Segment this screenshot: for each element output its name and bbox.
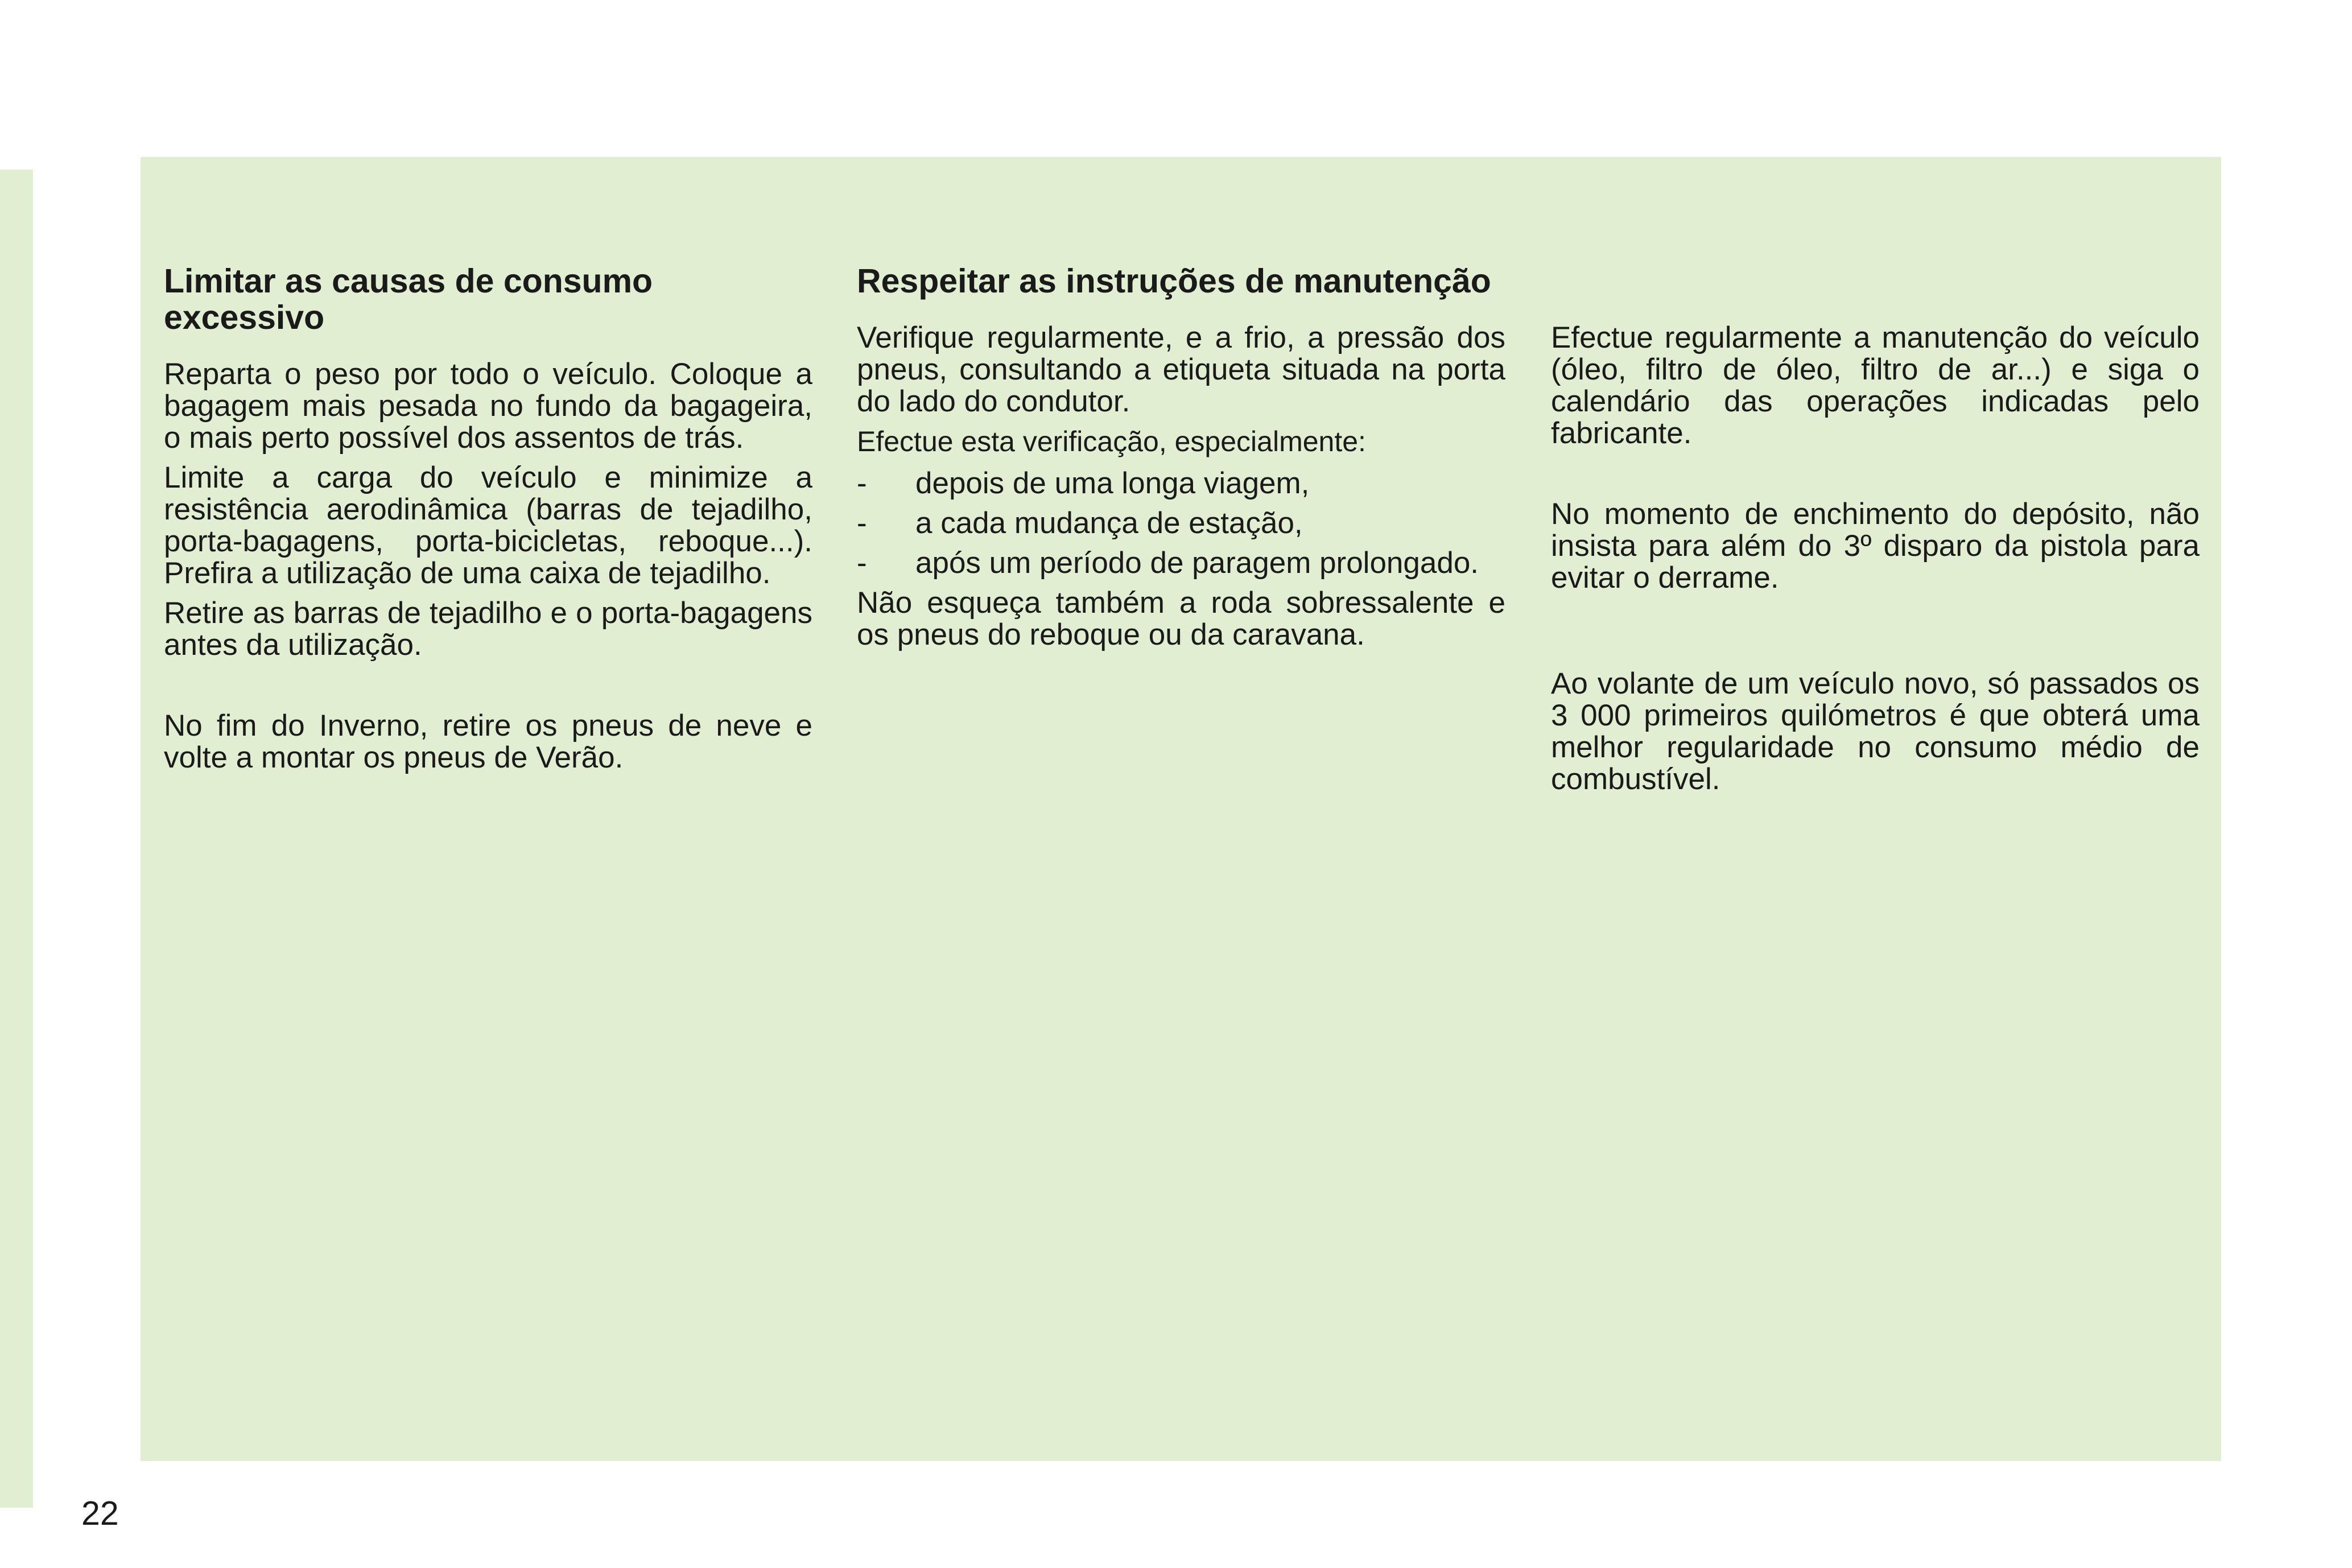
list-item-text: a cada mudança de estação, [915,506,1303,540]
page-number: 22 [81,1495,119,1532]
column-maintenance-instructions [857,263,1505,651]
list-item-text: após um período de paragem prolongado. [915,546,1479,580]
paragraph-load-reduction: Limite a carga do veículo e minimize a resistência aerodinâmica (barras de tejadilho, porta-bagagens, porta-bicicletas, reboque...). Prefira a utilização de uma caixa de tejadilho. [164,461,812,590]
check-occasions-list [857,468,1505,579]
list-item [857,547,1505,579]
list-item [857,507,1505,539]
paragraph-weight-distribution: Reparta o peso por todo o veículo. Coloque a bagagem mais pesada no fundo da bagageira, o mais perto possível dos assentos de trás. [164,357,812,455]
heading-consumption-causes: Limitar as causas de consumo excessivo [164,262,653,336]
paragraph-spare-wheel: Não esqueça também a roda sobressalente e os pneus do reboque ou da caravana. [857,586,1505,651]
dash-marker: - [857,467,867,500]
dash-marker: - [857,546,867,580]
paragraph-tyre-pressure: Verifique regularmente, e a frio, a pressão dos pneus, consultando a etiqueta situada na porta do lado do condutor. [857,321,1505,418]
list-item-text: depois de uma longa viagem, [915,467,1310,500]
paragraph-new-vehicle: Ao volante de um veículo novo, só passados os 3 000 primeiros quilómetros é que obterá uma melhor regularidade no consumo médio de combustível. [1551,667,2200,796]
side-margin-strip [0,170,33,1508]
column-maintenance-notes [1551,263,2200,795]
column-consumption-causes [164,263,812,774]
paragraph-check-intro: Efectue esta verificação, especialmente: [857,426,1366,457]
paragraph-remove-roof-bars: Retire as barras de tejadilho e o porta-bagagens antes da utilização. [164,596,812,662]
info-panel [141,157,2221,1461]
dash-marker: - [857,506,867,540]
list-item [857,468,1505,500]
heading-maintenance-instructions: Respeitar as instruções de manutenção [857,262,1491,300]
paragraph-vehicle-maintenance: Efectue regularmente a manutenção do veículo (óleo, filtro de óleo, filtro de ar...) e siga o calendário das operações indicadas pelo fabricante. [1551,321,2200,450]
paragraph-winter-tyres: No fim do Inverno, retire os pneus de neve e volte a montar os pneus de Verão. [164,709,812,774]
paragraph-refuelling: No momento de enchimento do depósito, não insista para além do 3º disparo da pistola para evitar o derrame. [1551,497,2200,595]
